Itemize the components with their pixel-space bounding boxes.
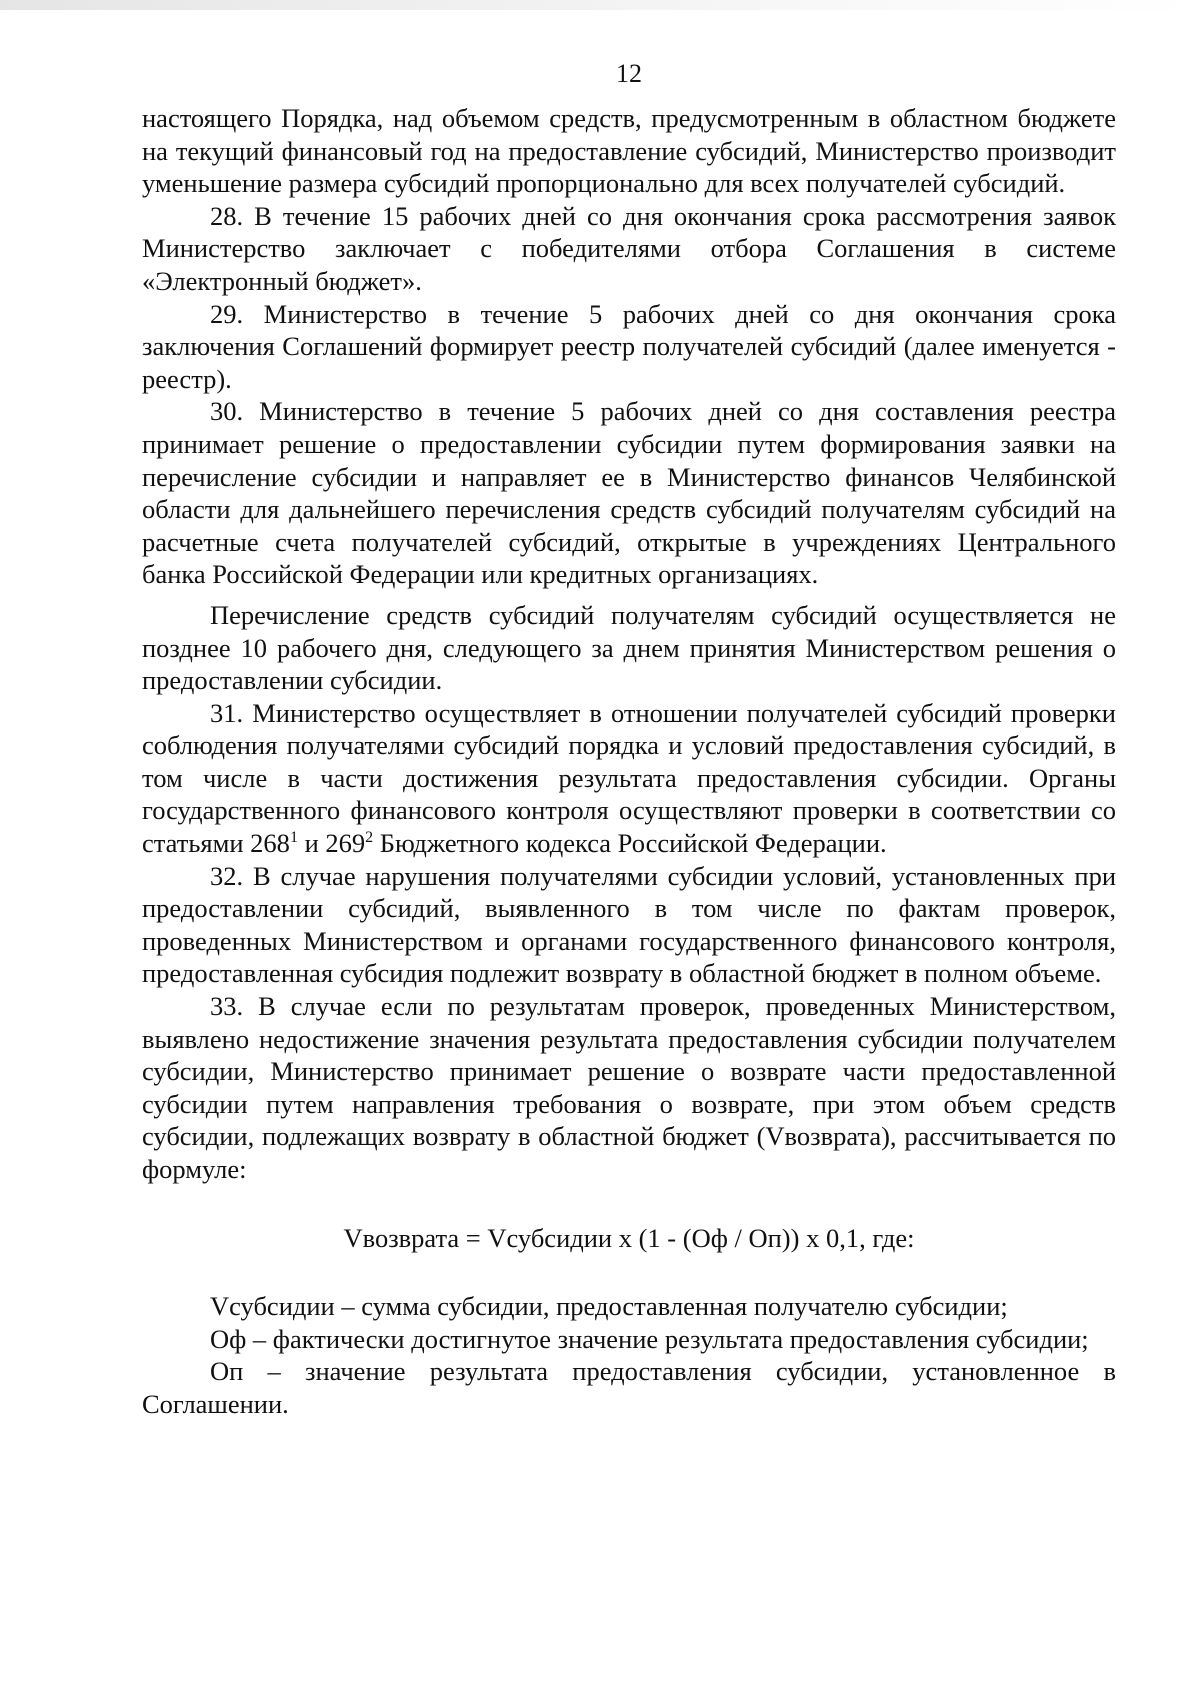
paragraph-32: 32. В случае нарушения получателями субсидии условий, установленных при предоставлении субсидий, выявленного в том числе по фактам проверок, проведенных Министерством и органами государственного финансового контроля, предоставленная субсидия подлежит возврату в областной бюджет в полном объеме. xyxy=(142,860,1116,989)
return-formula: Vвозврата = Vсубсидии х (1 - (Оф / Оп)) х 0,1, где: xyxy=(343,1222,915,1253)
paragraph-31 xyxy=(142,697,1116,860)
paragraph-31-middle: и 269 xyxy=(297,828,366,859)
paragraph-30: 30. Министерство в течение 5 рабочих дней со дня составления реестра принимает решение о предоставлении субсидии путем формирования заявки на перечисление субсидии и направляет ее в Министерство финансов Челябинской области для дальнейшего перечисления средств субсидий получателям субсидий на расчетные счета получателей субсидий, открытые в учреждениях Центрального банка Российской Федерации или кредитных организациях. xyxy=(142,396,1116,590)
paragraph-29: 29. Министерство в течение 5 рабочих дней со дня окончания срока заключения Соглашений формирует реестр получателей субсидий (далее именуется - реестр). xyxy=(142,298,1116,394)
superscript-1: 1 xyxy=(289,829,298,847)
paragraph-transfer-terms: Перечисление средств субсидий получателям субсидий осуществляется не позднее 10 рабочего дня, следующего за днем принятия Министерством решения о предоставлении субсидии. xyxy=(142,599,1116,696)
superscript-2: 2 xyxy=(365,829,374,847)
document-body xyxy=(142,102,1116,1421)
paragraph-31-end: Бюджетного кодекса Российской Федерации. xyxy=(373,828,887,859)
definition-of: Оф – фактически достигнутое значение результата предоставления субсидии; xyxy=(210,1323,1089,1354)
paragraph-31-text: 31. Министерство осуществляет в отношении получателей субсидий проверки соблюдения получателями субсидий порядка и условий предоставления субсидий, в том числе в части достижения результата предоставления субсидии. Органы государственного финансового контроля осуществляют проверки в соответствии со статьями 268 xyxy=(142,697,1116,859)
definition-op: Оп – значение результата предоставления субсидии, установленное в Соглашении. xyxy=(142,1356,1116,1419)
scan-artifact-strip xyxy=(0,0,1200,10)
definition-v-subsidy: Vсубсидии – сумма субсидии, предоставленная получателю субсидии; xyxy=(210,1291,1008,1322)
page-number: 12 xyxy=(616,59,642,88)
paragraph-33: 33. В случае если по результатам проверок, проведенных Министерством, выявлено недостижение значения результата предоставления субсидии получателем субсидии, Министерство принимает решение о возврате части предоставленной субсидии путем направления требования о возврате, при этом объем средств субсидии, подлежащих возврату в областной бюджет (Vвозврата), рассчитывается по формуле: xyxy=(142,991,1116,1184)
paragraph-28: 28. В течение 15 рабочих дней со дня окончания срока рассмотрения заявок Министерство заключает с победителями отбора Соглашения в системе «Электронный бюджет». xyxy=(142,200,1116,296)
paragraph-continuation: настоящего Порядка, над объемом средств, предусмотренным в областном бюджете на текущий финансовый год на предоставление субсидий, Министерство производит уменьшение размера субсидий пропорционально для всех получателей субсидий. xyxy=(142,103,1116,199)
